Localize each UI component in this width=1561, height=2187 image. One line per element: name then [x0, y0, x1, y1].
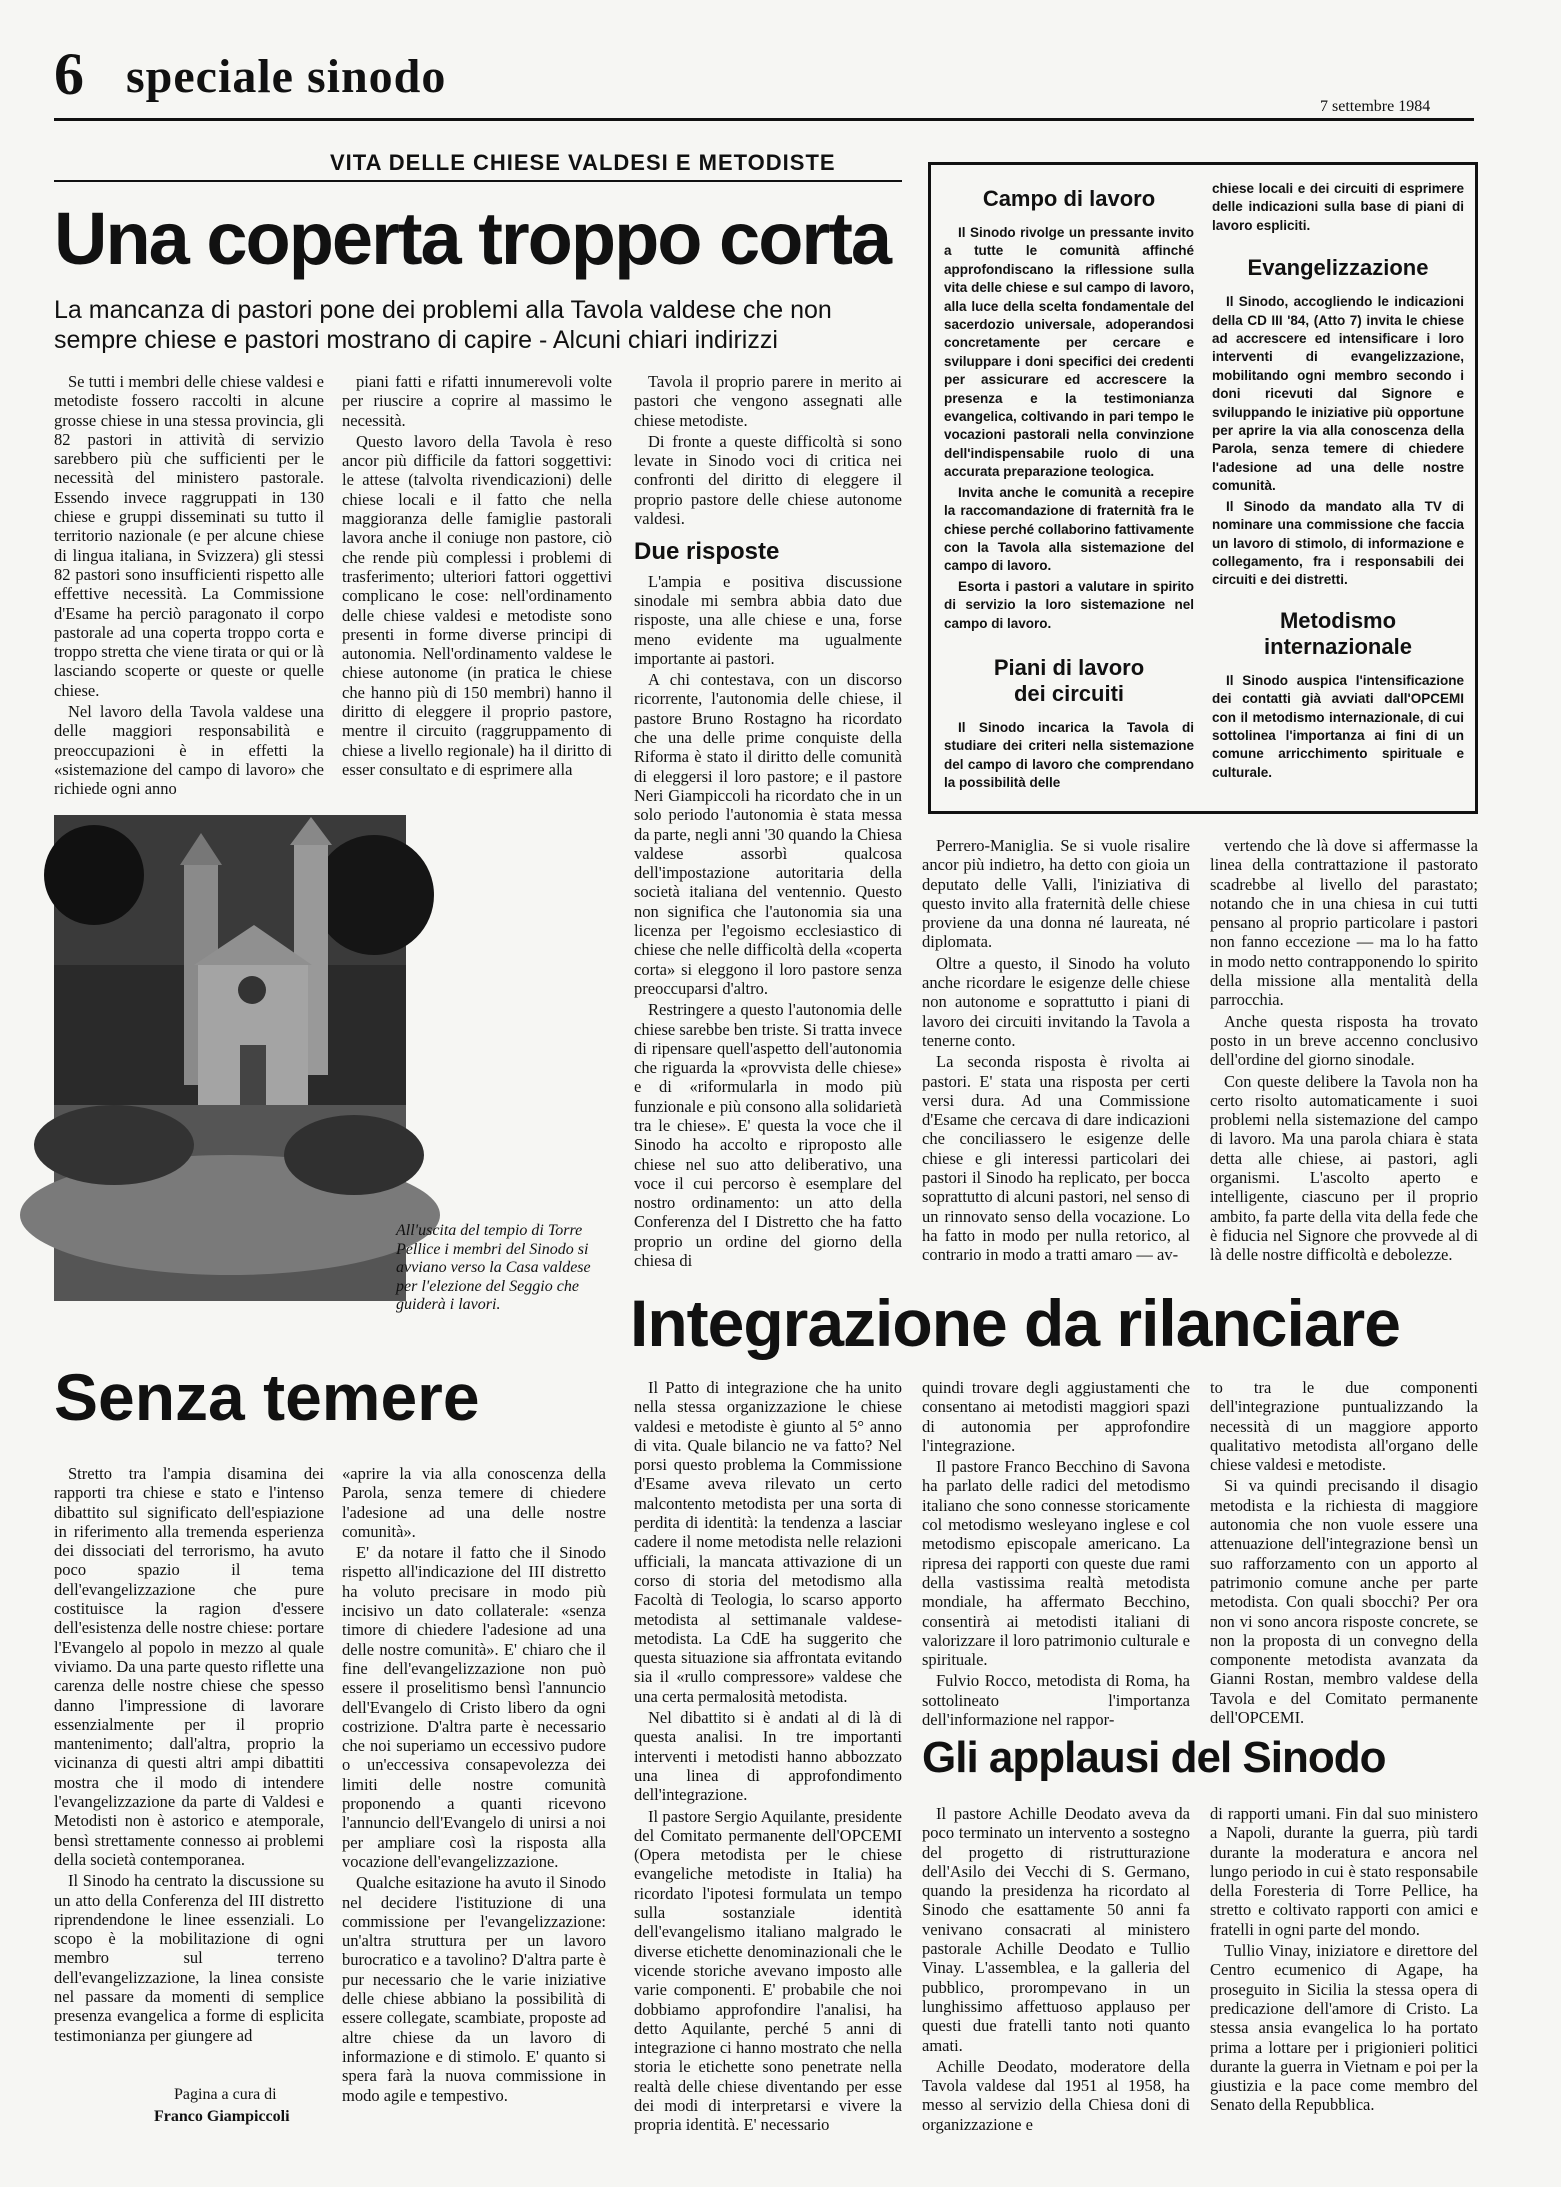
paragraph: Nel lavoro della Tavola valdese una delle maggiori responsabilità e preoccupazioni è in effetti la «sistemazione del campo di lavoro» che richiede ogni anno — [54, 702, 324, 799]
paragraph: Qualche esitazione ha avuto il Sinodo nel decidere l'istituzione di una commissione per l'evangelizzazione: un'altra struttura per un lavoro burocratico e a tavolino? D'altra parte è pur necessario che le varie iniziative delle chiese abbiano la possibilità di essere collegate, scambiate, proposte ad altre chiese da un lavoro di informazione e di stimolo. E' quanto si spera farà la nuova commissione in modo agile e tempestivo. — [342, 1873, 606, 2105]
paragraph: Questo lavoro della Tavola è reso ancor più difficile da fattori soggettivi: le attese (talvolta rivendicazioni) delle chiese locali e il fatto che nella maggioranza delle famiglie pastorali lavora anche il coniuge non pastore, ciò che rende più complessi i problemi di trasferimento; ulteriori fattori oggettivi complicano le cose: nell'ordinamento delle chiese valdesi e metodiste sono presenti in forme diverse principi di autonomia. Nell'ordinamento valdese le chiese autonome (in pratica le chiese che hanno più di 150 membri) hanno il diritto di eleggere il proprio pastore, mentre il circuito (raggruppamento di chiese a livello regionale) ha il diritto di esser consultato e di esprimere alla — [342, 431, 612, 779]
box-title-piani-line2: dei circuiti — [1013, 680, 1125, 706]
paragraph: Il pastore Sergio Aquilante, presidente del Comitato permanente dell'OPCEMI (Opera metodista per le chiese evangeliche metodiste in Italia) ha ricordato l'ipotesi formulata un tempo sulla sostanziale identità dell'evangelismo italiano malgrado le diverse etichette denominazionali che le vicende storiche avevano imposto alle varie componenti. E' probabile che noi dobbiamo approfondire l'analisi, ha detto Aquilante, perché 5 anni di integrazione ci hanno mostrato che nella storia le etichette sono penetrate nella realtà delle chiese diventando per esse dei modi di interpretarsi e vivere la propria identità. E' necessario — [634, 1806, 902, 2135]
paragraph: Il Sinodo, accogliendo le indicazioni della CD III '84, (Atto 7) invita le chiese ad accrescere ed intensificare i loro interventi di evangelizzazione, mobilitando ogni membro secondo i doni ricevuti dal Signore e sviluppando le iniziative più opportune per aprire la via alla conoscenza della Parola, senza temere di chiedere l'adesione ad una delle nostre comunità. — [1212, 294, 1464, 494]
paragraph: Il Sinodo incarica la Tavola di studiare dei criteri nella sistemazione del campo di lavoro che comprendano la possibilità delle — [944, 719, 1194, 791]
box-title-campo: Campo di lavoro — [982, 186, 1156, 211]
church-photo — [54, 815, 406, 1301]
page-credit-name: Franco Giampiccoli — [154, 2108, 290, 2125]
headline-senza-temere: Senza temere — [54, 1360, 480, 1434]
page-date: 7 settembre 1984 — [1320, 98, 1431, 115]
paragraph: Oltre a questo, il Sinodo ha voluto anche ricordare le esigenze delle chiese non autonome e soprattutto i piani di lavoro dei circuiti invitando la Tavola a tenerne conto. — [922, 953, 1190, 1050]
headline-coperta: Una coperta troppo corta — [54, 197, 890, 280]
paragraph: Achille Deodato, moderatore della Tavola valdese dal 1951 al 1958, ha messo al servizio della Chiesa doni di organizzazione e — [922, 2056, 1190, 2134]
paragraph: Fulvio Rocco, metodista di Roma, ha sottolineato l'importanza dell'informazione nel rappor- — [922, 1671, 1190, 1730]
article3-column-3 — [1210, 1378, 1478, 1758]
box-title-piani-line1: Piani di lavoro — [993, 654, 1145, 680]
paragraph: chiese locali e dei circuiti di esprimere delle indicazioni sulla base di piani di lavoro espliciti. — [1212, 181, 1464, 233]
church-photo-illustration — [54, 815, 406, 1301]
box-title-metodismo-line1: Metodismo — [1279, 607, 1397, 633]
page-number: 6 — [54, 41, 84, 107]
paragraph: Anche questa risposta ha trovato posto in un breve accenno conclusivo dell'ordine del giorno sinodale. — [1210, 1011, 1478, 1070]
article4-column-1 — [922, 1804, 1190, 2144]
headline-applausi: Gli applausi del Sinodo — [922, 1733, 1386, 1782]
box-title-evangelizzazione: Evangelizzazione — [1247, 255, 1429, 281]
paragraph: Stretto tra l'ampia disamina dei rapporti tra chiese e stato e l'intenso dibattito sul significato dell'espiazione in riferimento alla tremenda esperienza dei dissociati del terrorismo, ha avuto poco spazio il tema dell'evangelizzazione che pure costituisce la ragion d'essere dell'esistenza delle nostre chiese: portare l'Evangelo al popolo in mezzo al quale viviamo. Da una parte questo riflette una carenza delle nostre chiese che spesso danno l'impressione di lavorare essenzialmente per il proprio mantenimento; dall'altra, proprio la vicinanza di questi altri ampi dibattiti mostra che il modo di intendere l'evangelizzazione da parte di Valdesi e Metodisti non è astorico e atemporale, bensì strettamente connesso ai problemi della società contemporanea. — [54, 1464, 324, 1869]
headline-integrazione: Integrazione da rilanciare — [630, 1286, 1400, 1360]
paragraph: Restringere a questo l'autonomia delle chiese sarebbe ben triste. Si tratta invece di ripensare quell'aspetto dell'autonomia che riguarda la «provvista delle chiese» e di «riformularla in modo più funzionale e più consono alla solidarietà tra le chiese». E' questa la voce che il Sinodo ha accolto e riproposto alle chiese nel suo atto deliberativo, una voce il cui percorso è esemplare del nostro ordinamento: un atto della Conferenza del I Distretto che ha fatto proprio un ordine del giorno della chiesa di — [634, 1000, 903, 1271]
article2-column-2 — [342, 1464, 606, 2105]
paragraph: Si va quindi precisando il disagio metodista e la richiesta di maggiore autonomia che non vuole essere una attenuazione dell'integrazione bensì un suo rafforzamento con un apporto al patrimonio comune anche per parte metodista. Con quali sbocchi? Per ora non vi sono ancora risposte concrete, se non la proposta di un convegno della componente metodista avanzata da Gianni Rostan, membro valdese della Tavola e del Comitato permanente dell'OPCEMI. — [1210, 1476, 1478, 1728]
paragraph: Di fronte a queste difficoltà si sono levate in Sinodo voci di critica nei confronti del diritto di eleggere il proprio pastore delle chiese autonome valdesi. — [634, 431, 902, 529]
paragraph: L'ampia e positiva discussione sinodale mi sembra abbia dato due risposte, una alle chiese e una, forse meno evidente ma ugualmente importante ai pastori. — [634, 571, 902, 668]
paragraph: Il Sinodo auspica l'intensificazione dei contatti già avviati dall'OPCEMI con il metodismo internazionale, di cui sottolinea l'importanza ai fini di un comune arricchimento spirituale e culturale. — [1212, 672, 1464, 780]
paragraph: Il Sinodo da mandato alla TV di nominare una commissione che faccia un lavoro di stimolo, di informazione e collegamento, fra i responsabili dei circuiti e dei distretti. — [1212, 498, 1464, 588]
paragraph: Il Patto di integrazione che ha unito nella stessa organizzazione le chiese valdesi e metodiste è giunto al 5° anno di vita. Quale bilancio ne va fatto? Nel porsi questo problema la Commissione d'Esame aveva rilevato un certo malcontento metodista per una sorta di perdita di identità: la tendenza a lasciar cadere il nome metodista nelle relazioni ufficiali, la mancata attivazione di un corso di storia del metodismo alla Facoltà di Teologia, lo scarso apporto metodista al settimanale valdese-metodista. La CdE ha suggerito che questa situazione sia affrontata evitando sia il «rullo compressore» valdese che una certa permalosità metodista. — [634, 1378, 902, 1706]
section-title: speciale sinodo — [126, 50, 447, 103]
box-column-right — [1212, 180, 1464, 806]
paragraph: to tra le due componenti dell'integrazione puntualizzando la necessità di un maggiore apporto qualitativo metodista all'organo delle chiese valdesi e metodiste. — [1210, 1378, 1478, 1475]
paragraph: Il Sinodo rivolge un pressante invito a tutte le comunità affinché approfondiscano la riflessione sulla vita delle chiese e sul campo di lavoro, alla luce della scelta fondamentale del sacerdozio universale, adoperandosi concretamente per cercare e sviluppare i doni specifici dei credenti per assicurare ed accrescere la presenza e la testimonianza evangelica, coltivando in pari tempo le vocazioni pastorali nella convinzione dell'indispensabile ruolo di una accurata preparazione teologica. — [944, 225, 1194, 480]
photo-caption: All'uscita del tempio di Torre Pellice i membri del Sinodo si avviano verso la Casa valdese per l'elezione del Seggio che guiderà i lavori. — [396, 1222, 591, 1313]
article1-column-4 — [922, 836, 1190, 1276]
box-title-piani — [944, 655, 1194, 707]
box-title-metodismo-line2: internazionale — [1264, 633, 1412, 659]
article2-column-1 — [54, 1464, 324, 2144]
paragraph: Tullio Vinay, iniziatore e direttore del Centro ecumenico di Agape, ha proseguito in Sicilia la stessa opera di predicazione dell'amore di Cristo. La stessa ansia evangelica lo ha portato prima a lottare per i prigionieri politici durante la guerra in Vietnam e poi per la giustizia e la pace come membro del Senato della Repubblica. — [1210, 1941, 1478, 2115]
paragraph: quindi trovare degli aggiustamenti che consentano ai metodisti maggiori spazi di autonomia per approfondire l'integrazione. — [922, 1378, 1190, 1455]
paragraph: Il Sinodo ha centrato la discussione su un atto della Conferenza del III distretto riprendendone le linee essenziali. Lo scopo è la mobilitazione di ogni membro sul terreno dell'evangelizzazione, la linea consiste nel passare da momenti di semplice presenza evangelica a forme di esplicita testimonianza per giungere ad — [54, 1871, 324, 2045]
paragraph: piani fatti e rifatti innumerevoli volte per riuscire a coprire al massimo le necessità. — [342, 372, 612, 430]
article3-column-2 — [922, 1378, 1190, 1730]
paragraph: di rapporti umani. Fin dal suo ministero a Napoli, durante la guerra, più tardi durante la moderatura e ancora nel lungo periodo in cui è stato responsabile della Foresteria di Torre Pellice, ha stretto e coltivato rapporti con amici e fratelli in ogni parte del mondo. — [1210, 1804, 1478, 1939]
box-title-metodismo — [1212, 608, 1464, 660]
paragraph: La seconda risposta è rivolta ai pastori. E' stata una risposta per certi versi dura. Ad una Commissione d'Esame che cercava di dare indicazioni che conciliassero le esigenze delle chiese e gli interessi particolari dei pastori il Sinodo ha replicato, per bocca soprattutto di alcuni pastori, nel senso di un rinnovato senso della vocazione. Lo ha fatto in modo per nulla retorico, al contrario in modo a tratti amaro — av- — [922, 1052, 1190, 1265]
deck-line-2: sempre chiese e pastori mostrano di capire - Alcuni chiari indirizzi — [54, 326, 778, 354]
paragraph: E' da notare il fatto che il Sinodo rispetto all'indicazione del III distretto ha voluto precisare in modo più incisivo un dato collaterale: «senza timore di chiedere l'adesione ad una delle nostre comunità». E' chiaro che il fine dell'evangelizzazione non può essere il proselitismo bensì l'annuncio dell'Evangelo di Cristo libero da ogni costrizione. D'altra parte è necessario che noi superiamo un eccessivo pudore o un'eccessiva consapevolezza dei limiti delle nostre comunità proponendo a quanti ricevono l'annuncio dell'Evangelo di unirsi a noi per ampliare così la risposta alla vocazione dell'evangelizzazione. — [342, 1543, 606, 1871]
paragraph: Con queste delibere la Tavola non ha certo risolto automaticamente i suoi problemi nella sistemazione del campo di lavoro. Ma una parola chiara è stata detta alle chiese, ai pastori, agli organismi. L'ascolto aperto e intelligente, ciascuno per il proprio ambito, fa parte della vita della fede che è fiducia nel Signore che provvede al di là delle nostre difficoltà e debolezze. — [1210, 1071, 1478, 1265]
article3-column-1 — [634, 1378, 902, 2138]
article4-column-2 — [1210, 1804, 1478, 2144]
kicker: VITA DELLE CHIESE VALDESI E METODISTE — [330, 150, 836, 175]
article1-column-2 — [342, 372, 612, 792]
paragraph: Tavola il proprio parere in merito ai pastori che vengono assegnati alle chiese metodiste. — [634, 372, 902, 430]
box-column-left — [944, 176, 1194, 806]
header-rule — [54, 118, 1474, 121]
paragraph: «aprire la via alla conoscenza della Parola, senza temere di chiedere l'adesione ad una delle nostre comunità». — [342, 1464, 606, 1541]
paragraph: Il pastore Achille Deodato aveva da poco terminato un intervento a sostegno del progetto di ristrutturazione dell'Asilo dei Vecchi di S. Germano, quando la presidenza ha ricordato al Sinodo che esattamente 50 anni fa venivano consacrati al ministero pastorale Achille Deodato e Tullio Vinay. L'assemblea, e la galleria del pubblico, prorompevano in un lunghissimo affettuoso applauso per questi due fratelli tanto noti quanto amati. — [922, 1804, 1190, 2055]
article1-column-1 — [54, 372, 324, 799]
page-credit-label: Pagina a cura di — [174, 2086, 277, 2103]
paragraph: Se tutti i membri delle chiese valdesi e metodiste fossero raccolti in alcune grosse chiese in una stessa provincia, gli 82 pastori in attività di servizio sarebbero più che sufficienti per le necessità del ministero pastorale. Essendo invece raggruppati in 130 chiese e gruppi disseminati su tutto il territorio nazionale (e per alcune chiese di lingua italiana, in Svizzera) gli stessi 82 pastori sono insufficienti rispetto alle effettive necessità. La Commissione d'Esame ha perciò paragonato il corpo pastorale ad una coperta troppo corta e troppo stretta che viene tirata or qui or là lasciando scoperte or queste or quelle chiese. — [54, 372, 324, 700]
deck-line-1: La mancanza di pastori pone dei problemi alla Tavola valdese che non — [54, 296, 832, 324]
subhead-due-risposte: Due risposte — [634, 538, 780, 566]
paragraph: Nel dibattito si è andati al di là di questa analisi. In tre importanti interventi i metodisti hanno abbozzato una linea di approfondimento dell'integrazione. — [634, 1708, 902, 1805]
paragraph: Perrero-Maniglia. Se si vuole risalire ancor più indietro, ha detto con gioia un deputato delle Valli, l'iniziativa di questo invito alla fraternità delle chiese proviene da una donna né laureata, né diplomata. — [922, 836, 1190, 952]
paragraph: Il pastore Franco Becchino di Savona ha parlato delle radici del metodismo italiano che sono connesse storicamente col metodismo wesleyano inglese e col metodismo episcopale americano. La ripresa dei rapporti con queste due rami della vastissima realtà metodista mondiale, ha affermato Becchino, consentirà ai metodisti italiani di valorizzare il loro patrimonio culturale e spirituale. — [922, 1457, 1190, 1670]
paragraph: Esorta i pastori a valutare in spirito di servizio la loro sistemazione nel campo di lavoro. — [944, 578, 1194, 631]
article1-column-3 — [634, 372, 902, 1272]
kicker-rule — [54, 180, 902, 182]
paragraph: A chi contestava, con un discorso ricorrente, l'autonomia delle chiese, il pastore Bruno Rostagno ha ricordato che una delle prime conquiste della Riforma è stato il diritto delle comunità di eleggersi il loro pastore; e il pastore Neri Giampiccoli ha ricordato che in un solo periodo l'autonomia è stata messa da parte, negli anni '30 quando la Chiesa valdese assorbì qualcosa dell'impostazione autoritaria della società italiana del ventennio. Questo non significa che l'autonomia sia una licenza per l'egoismo ecclesiastico di chiese che nelle difficoltà della «coperta corta» si eleggono il loro pastore senza preoccuparsi d'altro. — [634, 670, 902, 998]
paragraph: vertendo che là dove si affermasse la linea della contrattazione il pastorato scadrebbe al livello del parastato; notando che in una chiesa in cui tutti pensano al proprio particolare i pastori non fanno eccezione — ma lo ha fatto in modo netto contrapponendo lo spirito della missione alla mentalità della parrocchia. — [1210, 836, 1478, 1010]
article1-column-5 — [1210, 836, 1478, 1276]
paragraph: Invita anche le comunità a recepire la raccomandazione di fraternità fra le chiese perché collaborino fattivamente con la Tavola alla sistemazione del campo di lavoro. — [944, 484, 1194, 574]
